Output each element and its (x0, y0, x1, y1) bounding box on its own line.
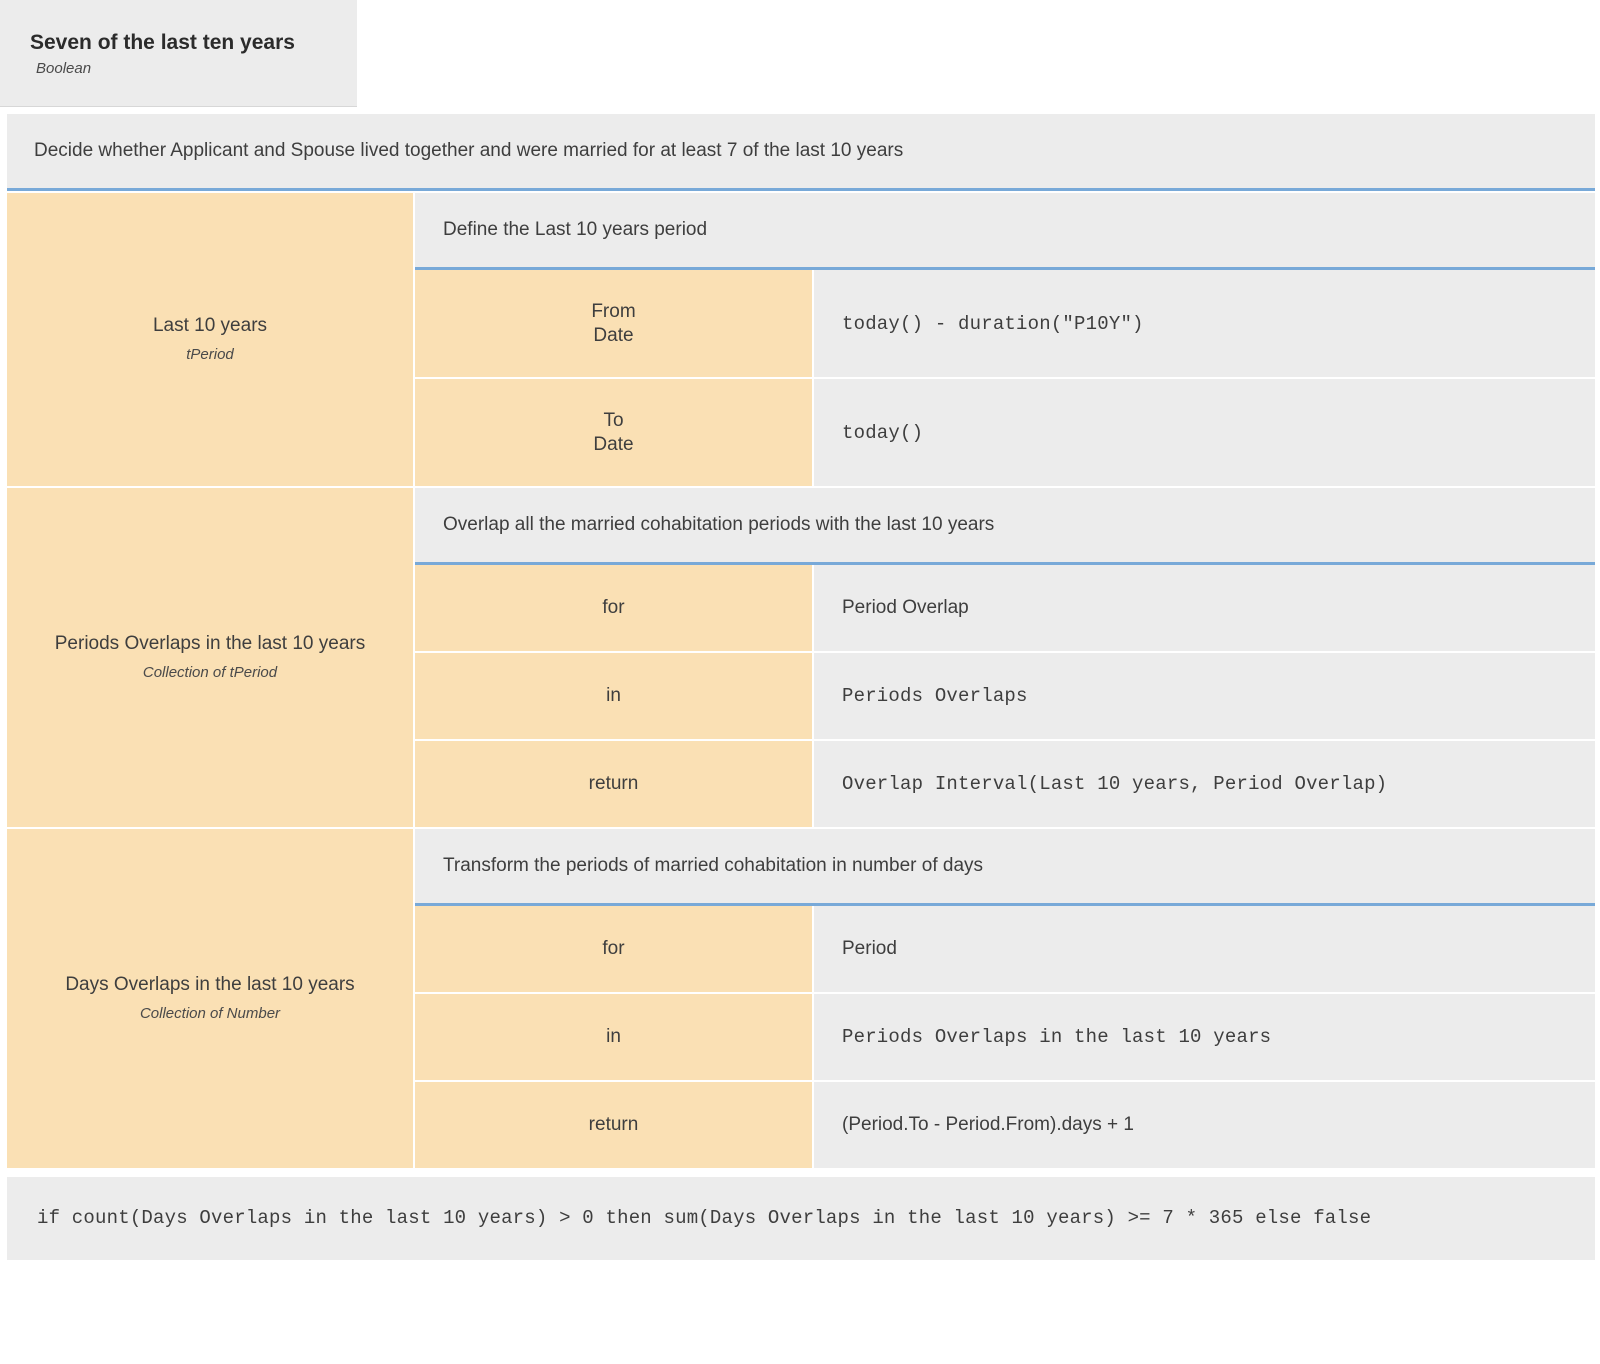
inner-row-key[interactable] (415, 379, 814, 486)
inner-expression-title: Define the Last 10 years period (415, 193, 1595, 270)
context-variable-name: Last 10 years (152, 315, 268, 336)
inner-row (415, 1082, 1595, 1168)
inner-row-key[interactable] (415, 270, 814, 377)
inner-row-key-label: for (602, 938, 625, 959)
inner-row (415, 741, 1595, 827)
inner-row (415, 906, 1595, 994)
inner-row-key[interactable] (415, 994, 814, 1080)
inner-row-value[interactable]: (Period.To - Period.From).days + 1 (814, 1082, 1595, 1168)
inner-row-value[interactable]: Overlap Interval(Last 10 years, Period Overlap) (814, 741, 1595, 827)
inner-row-value[interactable]: Periods Overlaps in the last 10 years (814, 994, 1595, 1080)
inner-row (415, 270, 1595, 379)
inner-row-value[interactable]: Period (814, 906, 1595, 992)
bottom-spacer (0, 1260, 1600, 1294)
context-variable-name: Periods Overlaps in the last 10 years (54, 633, 366, 654)
inner-row (415, 379, 1595, 486)
inner-row-key[interactable] (415, 1082, 814, 1168)
inner-expression-rows (415, 270, 1595, 486)
context-variable-type: Collection of Number (139, 1005, 281, 1022)
inner-row-value[interactable]: Period Overlap (814, 565, 1595, 651)
context-variable[interactable] (7, 829, 415, 1168)
expression-description: Decide whether Applicant and Spouse lived together and were married for at least 7 of the last 10 years (7, 114, 1595, 191)
inner-row-key-label: return (588, 1114, 639, 1135)
inner-row-key[interactable] (415, 906, 814, 992)
context-variable[interactable] (7, 488, 415, 827)
expression-header (0, 0, 357, 107)
inner-row-value[interactable]: today() - duration("P10Y") (814, 270, 1595, 377)
expression-type: Boolean (36, 60, 92, 77)
inner-row-key[interactable] (415, 653, 814, 739)
inner-row-key[interactable] (415, 565, 814, 651)
inner-expression-title: Transform the periods of married cohabitation in number of days (415, 829, 1595, 906)
inner-expression-rows (415, 565, 1595, 827)
context-entry (7, 829, 1595, 1170)
context-result[interactable] (7, 1177, 1595, 1260)
inner-row-key-label: in (606, 685, 621, 706)
inner-row (415, 653, 1595, 741)
inner-row (415, 565, 1595, 653)
inner-expression-rows (415, 906, 1595, 1168)
inner-row-key-label: in (606, 1026, 621, 1047)
inner-row-key-label: From (591, 300, 636, 322)
context-expression (415, 829, 1595, 1168)
context-expression (415, 488, 1595, 827)
context-table (7, 191, 1595, 1170)
context-variable-name: Days Overlaps in the last 10 years (65, 974, 355, 995)
inner-row-value[interactable]: today() (814, 379, 1595, 486)
inner-row-key-type: Date (593, 324, 634, 346)
context-expression (415, 193, 1595, 486)
inner-row-key-label: return (588, 773, 639, 794)
context-variable-type: tPeriod (186, 346, 234, 363)
inner-row-key-label: for (602, 597, 625, 618)
inner-expression-title: Overlap all the married cohabitation periods with the last 10 years (415, 488, 1595, 565)
context-entry (7, 193, 1595, 488)
context-variable[interactable] (7, 193, 415, 486)
inner-row-key-label: To (603, 409, 624, 431)
inner-row (415, 994, 1595, 1082)
context-result-expression: if count(Days Overlaps in the last 10 years) > 0 then sum(Days Overlaps in the last 10 years) >= 7 * 365 else false (37, 1207, 1372, 1229)
context-entry (7, 488, 1595, 829)
inner-row-key-type: Date (593, 433, 634, 455)
inner-row-key[interactable] (415, 741, 814, 827)
context-variable-type: Collection of tPeriod (142, 664, 278, 681)
inner-row-value[interactable]: Periods Overlaps (814, 653, 1595, 739)
expression-name: Seven of the last ten years (30, 31, 295, 54)
